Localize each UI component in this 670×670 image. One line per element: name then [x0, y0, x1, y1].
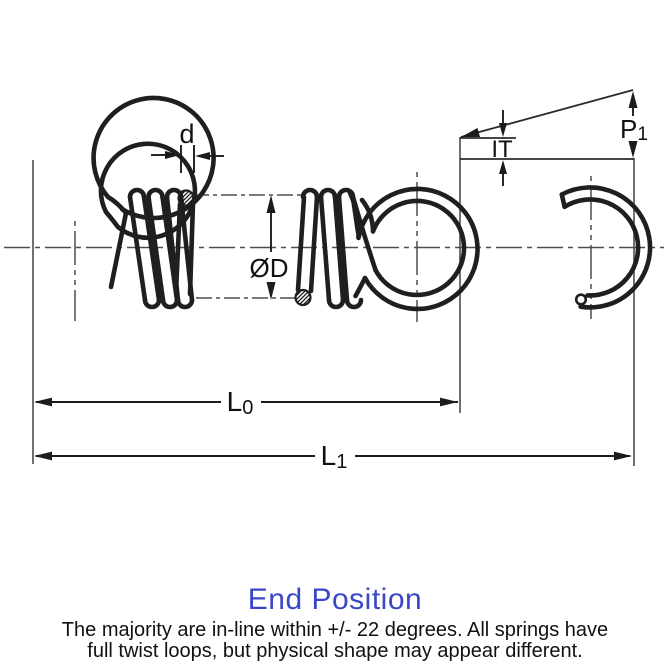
initial-tension-label: IT — [491, 136, 513, 163]
end-position-title: End Position — [247, 583, 423, 616]
wire-diameter-label: d — [179, 119, 195, 149]
middle-hook-fishtail — [356, 278, 366, 296]
right-hook — [562, 187, 650, 307]
coil-strand — [176, 204, 180, 292]
l0-label-main: L — [226, 386, 243, 417]
l0-label-sub: 0 — [242, 397, 254, 419]
middle-coil — [298, 190, 361, 307]
coil-top-cap — [321, 190, 335, 197]
caption-line-2: full twist loops, but physical shape may appear different. — [87, 640, 583, 662]
od-arrowhead — [267, 195, 276, 213]
left-hook-crossover-a — [108, 197, 126, 213]
slant-arrowhead — [461, 128, 480, 137]
coil-top-cap — [130, 190, 144, 197]
p1-label-main: P — [620, 114, 638, 144]
left-spring — [94, 98, 214, 307]
extension-lines — [33, 137, 634, 466]
coil-strand — [130, 197, 145, 300]
l1-arrowhead — [34, 452, 52, 461]
coil-bottom-cap — [163, 300, 177, 307]
p1-label — [620, 114, 648, 145]
caption-line-1: The majority are in-line within +/- 22 degrees. All springs have — [61, 619, 609, 641]
coil-strand — [311, 197, 317, 291]
coil-strand — [321, 197, 329, 300]
l0-label — [227, 386, 254, 419]
l1-label-sub: 1 — [336, 451, 348, 473]
l1-arrowhead — [614, 452, 632, 461]
d-arrowhead — [195, 152, 210, 160]
coil-top-cap — [339, 190, 353, 197]
coil-bottom-cap — [178, 300, 192, 307]
l1-label-main: L — [320, 440, 337, 471]
l1-label — [321, 440, 348, 473]
coil-bottom-cap — [347, 300, 361, 307]
caption-body — [0, 620, 670, 662]
l0-arrowhead — [440, 398, 458, 407]
l0-arrowhead — [34, 398, 52, 407]
wire-end-section — [296, 290, 311, 305]
outer-diameter-label: ØD — [249, 253, 289, 283]
middle-spring — [296, 189, 478, 309]
left-coil — [130, 190, 193, 307]
p1-label-sub: 1 — [637, 124, 648, 145]
coil-bottom-cap — [329, 300, 343, 307]
extended-position-lines — [460, 90, 634, 159]
coil-strand — [190, 203, 193, 294]
pitch-slant-line — [461, 90, 633, 137]
wire-end-section — [179, 191, 194, 206]
coil-strand — [353, 198, 358, 232]
right-hook-end-face — [562, 195, 565, 207]
right-hook-end-loop — [576, 295, 586, 305]
left-hook-crossover-b — [106, 212, 118, 227]
p1-arrowhead — [629, 91, 638, 108]
coil-strand — [298, 197, 304, 290]
it-arrowhead — [499, 123, 507, 137]
coil-top-cap — [149, 190, 163, 197]
coil-bottom-cap — [145, 300, 159, 307]
